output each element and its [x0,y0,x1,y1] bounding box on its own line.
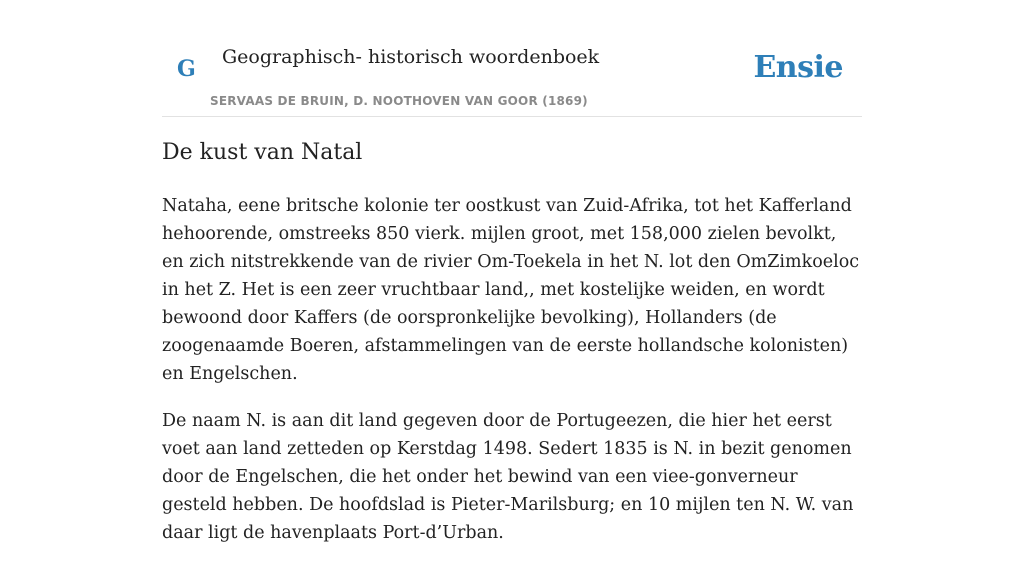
entry-title: De kust van Natal [162,140,363,165]
entry-paragraph: De naam N. is aan dit land gegeven door de Portugeezen, die hier het eerst voet aan land zetteden op Kerstdag 1498. Sedert 1835 is N. in bezit genomen door de Engelschen, die het onder het bewind van een viee-gonverneur gesteld hebben. De hoofdslad is Pieter-Marilsburg; en 10 mijlen ten N. W. van daar ligt de havenplaats Port-d’Urban. [162,411,854,543]
entry-body [162,192,862,566]
entry-paragraph: Nataha, eene britsche kolonie ter oostkust van Zuid-Afrika, tot het Kafferland hehoorende, omstreeks 850 vierk. mijlen groot, met 158,000 zielen bevolkt, en zich nitstrekkende van de rivier Om-Toekela in het N. lot den OmZimkoeloc in het Z. Het is een zeer vruchtbaar land,, met kostelijke weiden, en wordt bewoond door Kaffers (de oorspronkelijke bevolking), Hollanders (de zoogenaamde Boeren, afstammelingen van de eerste hollandsche kolonisten) en Engelschen. [162,196,860,384]
book-authors: SERVAAS DE BRUIN, D. NOOTHOVEN VAN GOOR (1869) [210,94,588,108]
book-header [162,0,862,117]
book-letter-icon[interactable]: G [177,56,196,82]
book-title-link[interactable]: Geographisch- historisch woordenboek [222,46,600,68]
ensie-logo-link[interactable]: Ensie [753,50,843,85]
